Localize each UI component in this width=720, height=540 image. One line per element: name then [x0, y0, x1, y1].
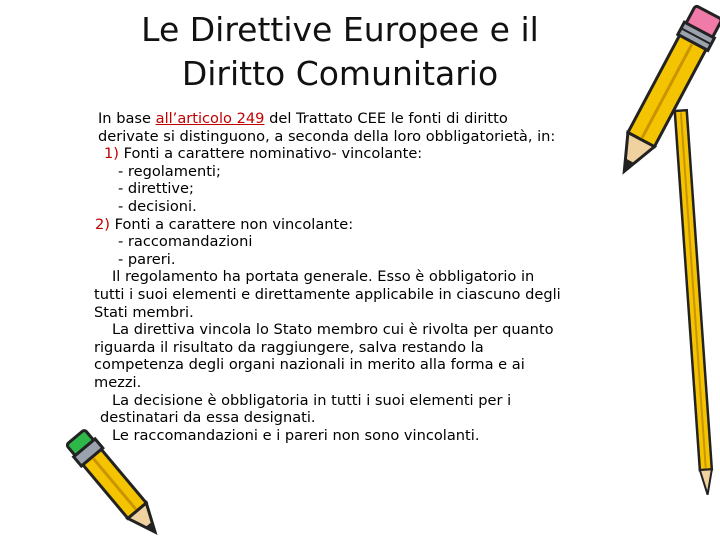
regolamento-line-3: Stati membri.	[94, 303, 194, 321]
item-2-sub-1: - raccomandazioni	[118, 233, 253, 251]
thin-pencil-icon	[672, 100, 720, 500]
slide-title	[80, 8, 600, 96]
item-1-number: 1)	[104, 145, 119, 163]
item-2-number: 2)	[95, 215, 110, 233]
title-line-2: Diritto Comunitario	[181, 54, 499, 93]
item-1-sub-1: - regolamenti;	[118, 162, 221, 180]
direttiva-line-2: riguarda il risultato da raggiungere, salva restando la	[94, 338, 484, 356]
direttiva-line-4: mezzi.	[94, 373, 142, 391]
slide-body	[94, 110, 678, 444]
direttiva-line-3: competenza degli organi nazionali in merito alla forma e ai	[94, 356, 525, 374]
direttiva-line-1: La direttiva vincola lo Stato membro cui è rivolta per quanto	[112, 321, 554, 339]
intro-text-b: del Trattato CEE le fonti di diritto	[264, 110, 508, 127]
item-1-sub-3: - decisioni.	[118, 197, 197, 215]
item-1-sub-2: - direttive;	[118, 180, 194, 198]
intro-text-a: In base	[98, 110, 156, 127]
item-2	[95, 216, 675, 234]
item-1-text: Fonti a carattere nominativo- vincolante:	[118, 145, 423, 163]
pencil-clipart-bottom-icon	[66, 428, 166, 540]
regolamento-line-2: tutti i suoi elementi e direttamente applicabile in ciascuno degli	[94, 285, 561, 303]
article-reference: all’articolo 249	[155, 110, 265, 127]
regolamento-line-1: Il regolamento ha portata generale. Esso è obbligatorio in	[112, 268, 535, 286]
item-2-text: Fonti a carattere non vincolante:	[109, 215, 354, 233]
intro-line-2: derivate si distinguono, a seconda della loro obbligatorietà, in:	[98, 127, 556, 145]
decisione-line-2: destinatari da essa designati.	[100, 409, 316, 427]
item-2-sub-2: - pareri.	[118, 250, 176, 268]
raccomandazioni-line: Le raccomandazioni e i pareri non sono vincolanti.	[112, 426, 480, 444]
title-line-1: Le Direttive Europee e il	[141, 10, 539, 49]
intro-line-1	[98, 110, 678, 128]
item-1	[104, 145, 684, 163]
decisione-line-1: La decisione è obbligatoria in tutti i suoi elementi per i	[112, 391, 512, 409]
